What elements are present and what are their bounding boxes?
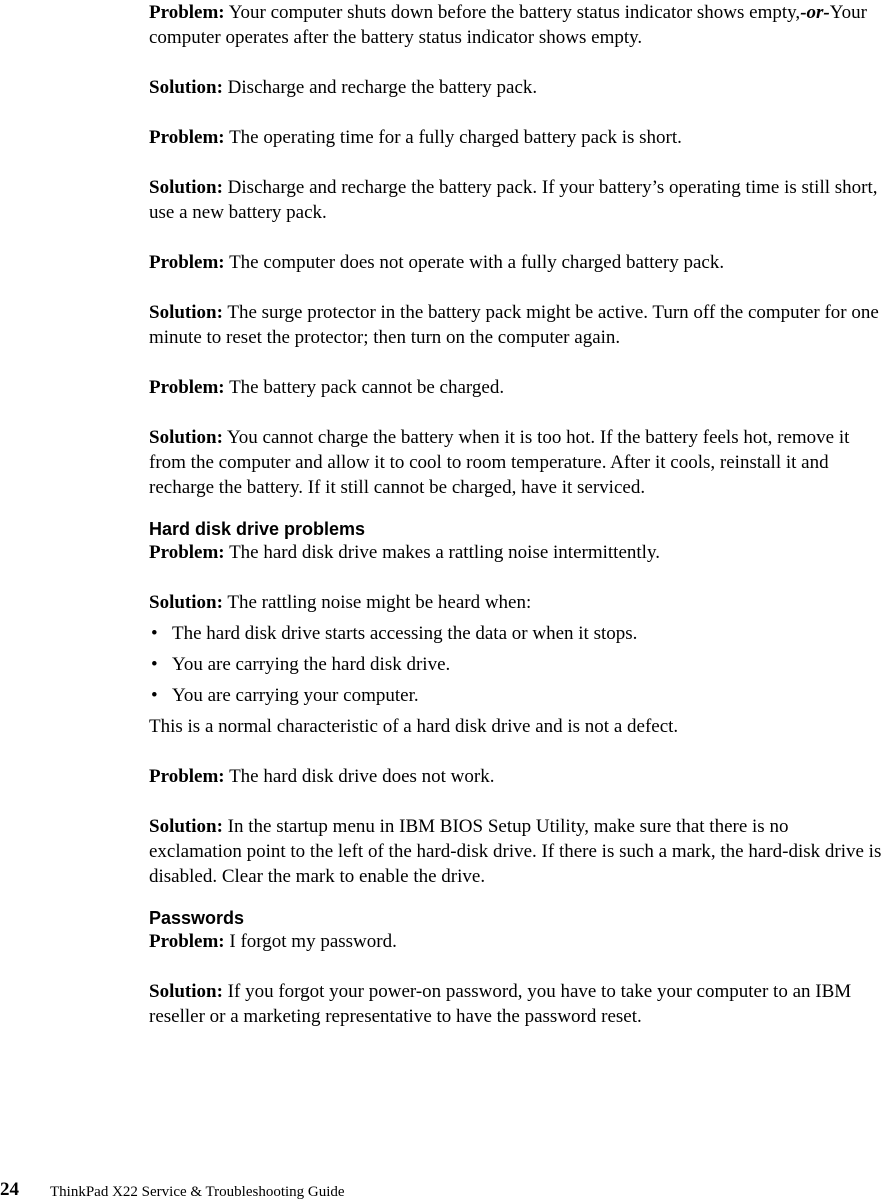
problem-label: Problem: [149, 2, 225, 23]
bullet-list [149, 621, 886, 708]
problem-text [149, 375, 886, 400]
solution-text [149, 425, 886, 500]
problem-label: Problem: [149, 252, 225, 273]
solution-body: The rattling noise might be heard when: [227, 592, 532, 613]
solution-label: Solution: [149, 302, 223, 323]
solution-body: In the startup menu in IBM BIOS Setup Utility, make sure that there is no exclamation point to the left of the hard-disk drive. If there is such a mark, the hard-disk drive is disabled. Clear the mark to enable the drive. [149, 816, 882, 887]
solution-label: Solution: [149, 177, 223, 198]
problem-body: The operating time for a fully charged battery pack is short. [229, 127, 682, 148]
solution-text [149, 814, 886, 889]
solution-label: Solution: [149, 77, 223, 98]
solution-label: Solution: [149, 816, 223, 837]
list-item [149, 621, 886, 646]
bullet-icon: • [151, 623, 158, 644]
problem-text [149, 125, 886, 150]
problem-text [149, 540, 886, 565]
problem-body: The hard disk drive makes a rattling noise intermittently. [229, 542, 660, 563]
solution-text [149, 979, 886, 1029]
solution-text [149, 75, 886, 100]
problem-body: The hard disk drive does not work. [229, 766, 495, 787]
problem-label: Problem: [149, 542, 225, 563]
problem-label: Problem: [149, 377, 225, 398]
section-heading-hard-disk: Hard disk drive problems [149, 519, 366, 539]
section-heading-passwords: Passwords [149, 908, 245, 928]
solution-label: Solution: [149, 981, 223, 1002]
or-separator: -or- [800, 2, 830, 23]
problem-label: Problem: [149, 766, 225, 787]
problem-body: I forgot my password. [229, 931, 397, 952]
problem-part-1: Your computer shuts down before the battery status indicator shows empty, [228, 2, 801, 23]
problem-part-2: Your computer operates after the battery status indicator shows empty. [149, 2, 867, 48]
bullet-icon: • [151, 654, 158, 675]
problem-body: The battery pack cannot be charged. [229, 377, 505, 398]
solution-label: Solution: [149, 592, 223, 613]
solution-body: The surge protector in the battery pack might be active. Turn off the computer for one minute to reset the protector; then turn on the computer again. [149, 302, 879, 348]
list-item-text: You are carrying the hard disk drive. [172, 654, 451, 675]
guide-title: ThinkPad X22 Service & Troubleshooting Guide [50, 1184, 345, 1200]
solution-body: Discharge and recharge the battery pack. [227, 77, 538, 98]
solution-body: If you forgot your power-on password, you have to take your computer to an IBM reseller or a marketing representative to have the password reset. [149, 981, 852, 1027]
solution-label: Solution: [149, 427, 223, 448]
solution-body: You cannot charge the battery when it is too hot. If the battery feels hot, remove it from the computer and allow it to cool to room temperature. After it cools, reinstall it and recharge the battery. If it still cannot be charged, have it serviced. [149, 427, 850, 498]
problem-text [149, 764, 886, 789]
list-item-text: You are carrying your computer. [172, 685, 419, 706]
solution-text [149, 175, 886, 225]
problem-label: Problem: [149, 127, 225, 148]
page-content [149, 0, 886, 1029]
problem-text [149, 929, 886, 954]
page-number: 24 [0, 1179, 19, 1200]
list-item [149, 683, 886, 708]
note-text: This is a normal characteristic of a hard disk drive and is not a defect. [149, 716, 679, 737]
problem-label: Problem: [149, 931, 225, 952]
solution-text [149, 300, 886, 350]
bullet-icon: • [151, 685, 158, 706]
solution-text [149, 590, 886, 615]
list-item [149, 652, 886, 677]
list-item-text: The hard disk drive starts accessing the data or when it stops. [172, 623, 638, 644]
problem-text [149, 0, 886, 50]
problem-body: The computer does not operate with a fully charged battery pack. [229, 252, 725, 273]
problem-text [149, 250, 886, 275]
solution-body: Discharge and recharge the battery pack. If your battery’s operating time is still short, use a new battery pack. [149, 177, 878, 223]
